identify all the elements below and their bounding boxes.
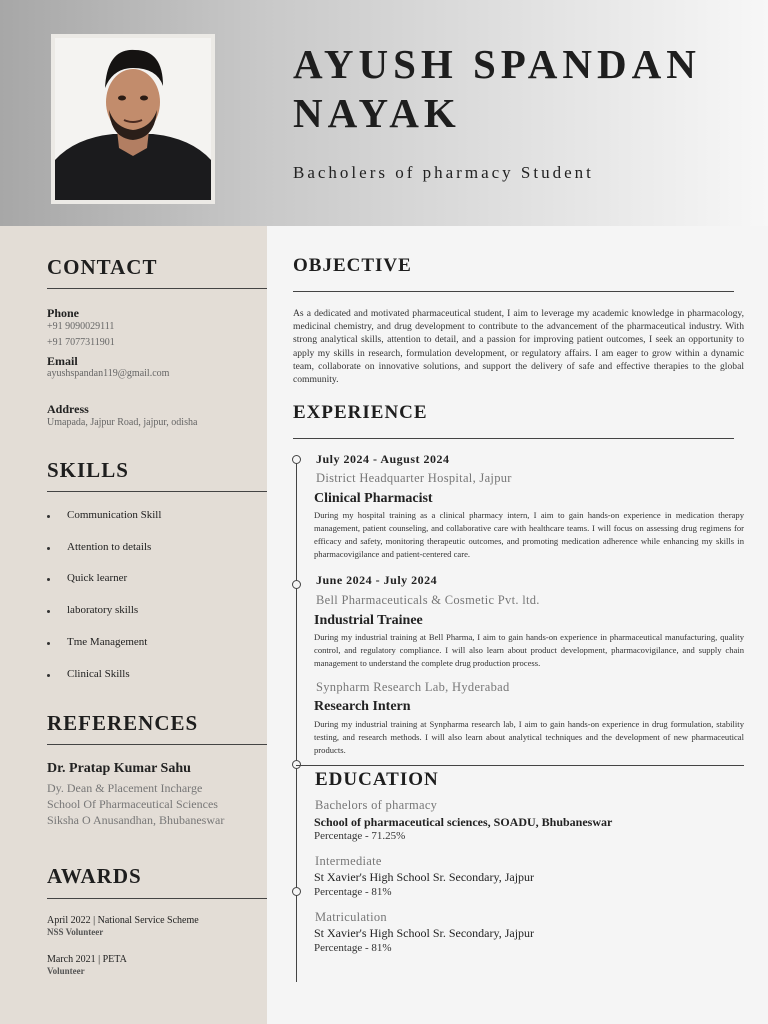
education-school: St Xavier's High School Sr. Secondary, Jajpur <box>314 926 535 940</box>
experience-org: Synpharm Research Lab, Hyderabad <box>316 680 510 694</box>
award-line: March 2021 | PETA <box>47 954 127 965</box>
email-label: Email <box>47 354 78 368</box>
sidebar <box>0 226 267 1024</box>
experience-description: During my industrial training at Synpharma research lab, I aim to gain hands-on experience in drug formulation, stability testing, and research methods. I will also learn about analytical techniques and the development of new pharmaceutical products. <box>314 719 744 755</box>
bullet-icon <box>47 578 50 581</box>
phone-number-2: +91 7077311901 <box>47 337 115 348</box>
education-school: St Xavier's High School Sr. Secondary, Jajpur <box>314 870 535 884</box>
education-divider <box>296 765 744 766</box>
profile-photo <box>51 34 215 204</box>
objective-title: OBJECTIVE <box>293 255 412 276</box>
reference-line: Siksha O Anusandhan, Bhubaneswar <box>47 813 225 827</box>
experience-divider <box>293 438 734 439</box>
objective-text: As a dedicated and motivated pharmaceutical student, I aim to leverage my academic knowledge in pharmacology, medicinal chemistry, and drug development to contribute to the advancement of the pharmaceutical industry. With strong analytical skills, attention to detail, and a passion for improving patient outcomes, I seek an opportunity to apply my skills in research, formulation development, or regulatory affairs. I am eager to grow within a dynamic team, collaborate on innovative solutions, and support the delivery of safe and effective therapies to the global community. <box>293 308 744 386</box>
contact-divider <box>47 288 267 289</box>
education-percentage: Percentage - 81% <box>314 942 392 954</box>
references-divider <box>47 744 267 745</box>
timeline-node-icon <box>292 887 301 896</box>
references-title: REFERENCES <box>47 711 199 735</box>
reference-name: Dr. Pratap Kumar Sahu <box>47 761 191 776</box>
education-level: Bachelors of pharmacy <box>315 798 438 812</box>
education-title: EDUCATION <box>315 769 439 790</box>
experience-org: District Headquarter Hospital, Jajpur <box>316 471 512 485</box>
name-line-2: NAYAK <box>293 90 461 136</box>
experience-description: During my industrial training at Bell Pharma, I aim to gain hands-on experience in pharmaceutical manufacturing, quality control, and regulatory compliance. I will also learn about product development, pharmacovigilance, and supply chain management to understand the complete drug production process. <box>314 632 744 668</box>
experience-description: During my hospital training as a clinical pharmacy intern, I aim to gain hands-on experience in medication therapy management, patient counseling, and collaborative care with healthcare teams. I will focus on assessing drug regimens for efficacy and safety, monitoring therapeutic outcomes, and promoting medication adherence while enhancing my skills in pharmacovigilance and patient-centered care. <box>314 510 744 559</box>
award-sub: Volunteer <box>47 966 85 976</box>
skills-title: SKILLS <box>47 458 129 482</box>
experience-role: Industrial Trainee <box>314 613 423 628</box>
experience-role: Research Intern <box>314 699 411 714</box>
name-line-1: AYUSH SPANDAN <box>293 41 701 87</box>
bullet-icon <box>47 610 50 613</box>
timeline-line <box>296 459 297 982</box>
experience-date: June 2024 - July 2024 <box>316 573 438 587</box>
phone-label: Phone <box>47 306 80 320</box>
award-line: April 2022 | National Service Scheme <box>47 915 199 926</box>
education-school: School of pharmaceutical sciences, SOADU, Bhubaneswar <box>314 815 613 829</box>
phone-number-1: +91 9090029111 <box>47 321 115 332</box>
experience-role: Clinical Pharmacist <box>314 491 433 506</box>
timeline-node-icon <box>292 580 301 589</box>
bullet-icon <box>47 547 50 550</box>
objective-divider <box>293 291 734 292</box>
experience-date: July 2024 - August 2024 <box>316 452 450 466</box>
candidate-name <box>293 40 753 138</box>
education-level: Matriculation <box>315 910 387 924</box>
education-level: Intermediate <box>315 854 382 868</box>
awards-divider <box>47 898 267 899</box>
education-percentage: Percentage - 71.25% <box>314 830 406 842</box>
bullet-icon <box>47 642 50 645</box>
contact-title: CONTACT <box>47 255 158 279</box>
skills-divider <box>47 491 267 492</box>
portrait-image <box>55 38 211 200</box>
reference-line: School Of Pharmaceutical Sciences <box>47 797 218 811</box>
experience-org: Bell Pharmaceuticals & Cosmetic Pvt. ltd. <box>316 593 540 607</box>
award-sub: NSS Volunteer <box>47 927 104 937</box>
experience-title: EXPERIENCE <box>293 402 428 423</box>
email-address: ayushspandan119@gmail.com <box>47 368 170 379</box>
reference-line: Dy. Dean & Placement Incharge <box>47 781 203 795</box>
bullet-icon <box>47 515 50 518</box>
education-percentage: Percentage - 81% <box>314 886 392 898</box>
timeline-node-icon <box>292 455 301 464</box>
address-value: Umapada, Jajpur Road, jajpur, odisha <box>47 417 198 428</box>
job-subtitle: Bacholers of pharmacy Student <box>293 163 594 182</box>
awards-title: AWARDS <box>47 864 142 888</box>
bullet-icon <box>47 674 50 677</box>
address-label: Address <box>47 402 89 416</box>
